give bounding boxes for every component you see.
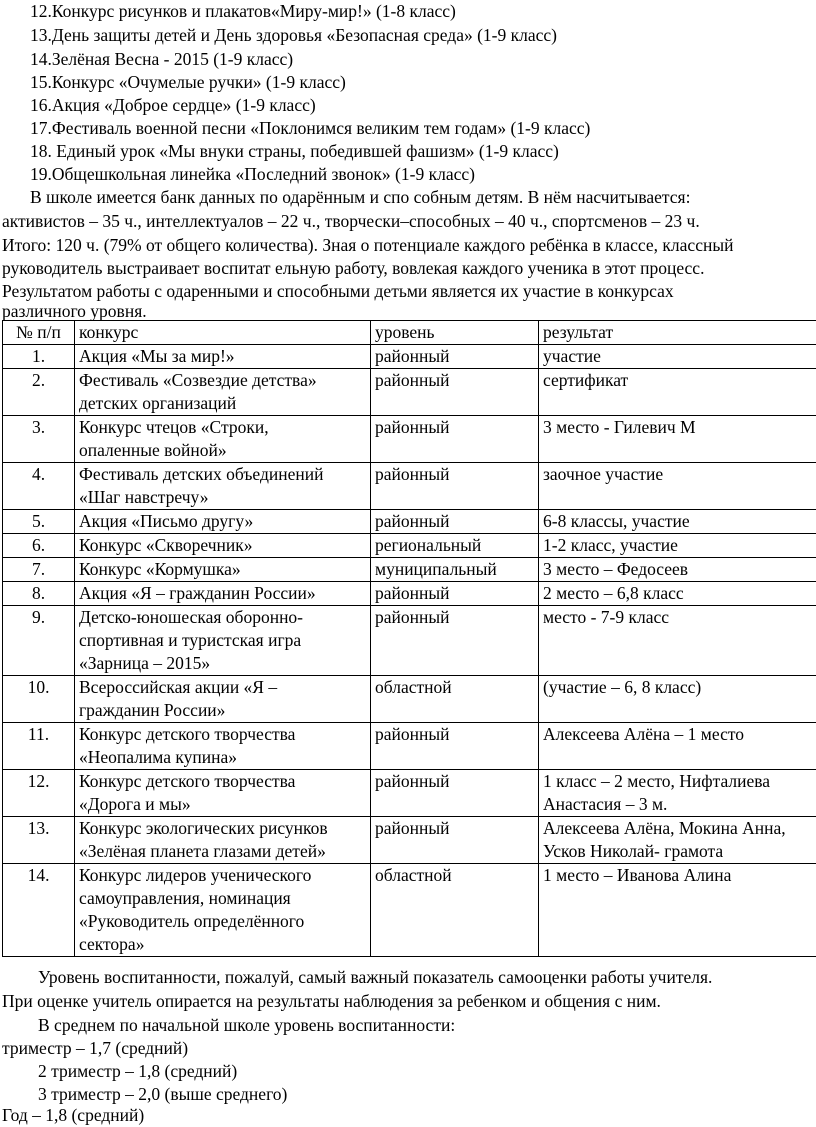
contest-line: Конкурс чтецов «Строки, xyxy=(79,417,269,437)
table-row xyxy=(3,416,816,463)
cell-num: 11. xyxy=(3,723,75,770)
event-item: 19.Общешкольная линейка «Последний звонок» (1-9 класс) xyxy=(30,164,475,184)
table-row xyxy=(3,463,816,510)
table-row xyxy=(3,864,816,957)
table-row xyxy=(3,676,816,723)
contest-line: Всероссийская акции «Я – xyxy=(79,677,278,697)
contest-line: Фестиваль детских объединений xyxy=(79,464,324,484)
table-row xyxy=(3,510,816,534)
cell-level: районный xyxy=(371,463,539,510)
cell-num: 6. xyxy=(3,534,75,558)
trimester-line: 3 триместр – 2,0 (выше среднего) xyxy=(38,1084,288,1104)
paragraph-line: активистов – 35 ч., интеллектуалов – 22 ч., творчески–способных – 40 ч., спортсменов – 23 ч. xyxy=(2,211,700,231)
cell-result xyxy=(539,534,816,558)
cell-level: районный xyxy=(371,416,539,463)
table-row xyxy=(3,345,816,369)
result-line: 1-2 класс, участие xyxy=(543,535,678,555)
cell-contest xyxy=(75,369,371,416)
result-line: 1 место – Иванова Алина xyxy=(543,865,732,885)
cell-num: 1. xyxy=(3,345,75,369)
header-num: № п/п xyxy=(3,321,75,345)
cell-result xyxy=(539,606,816,676)
contest-line: Акция «Я – гражданин России» xyxy=(79,583,316,603)
cell-num: 7. xyxy=(3,558,75,582)
paragraph-line: Уровень воспитанности, пожалуй, самый важный показатель самооценки работы учителя. xyxy=(38,967,713,987)
cell-result xyxy=(539,463,816,510)
contest-line: сектора» xyxy=(79,934,145,954)
paragraph-line: Итого: 120 ч. (79% от общего количества). Зная о потенциале каждого ребёнка в классе, классный xyxy=(2,235,734,255)
cell-level: районный xyxy=(371,770,539,817)
result-line: 1 класс – 2 место, Нифталиева xyxy=(543,771,771,791)
cell-contest xyxy=(75,416,371,463)
contest-line: Детско-юношеская оборонно- xyxy=(79,607,304,627)
cell-contest xyxy=(75,817,371,864)
cell-result xyxy=(539,676,816,723)
contests-table xyxy=(2,320,816,957)
paragraph-line: руководитель выстраивает воспитат ельную работу, вовлекая каждого ученика в этот процесс. xyxy=(2,258,705,278)
result-line: Алексеева Алёна – 1 место xyxy=(543,724,745,744)
contest-line: «Неопалима купина» xyxy=(79,747,238,767)
header-level: уровень xyxy=(371,321,539,345)
contest-line: «Зелёная планета глазами детей» xyxy=(79,841,326,861)
table-row xyxy=(3,606,816,676)
table-row xyxy=(3,770,816,817)
cell-contest xyxy=(75,676,371,723)
result-line: Алексеева Алёна, Мокина Анна, xyxy=(543,818,786,838)
contest-line: детских организаций xyxy=(79,393,237,413)
event-item: 16.Акция «Доброе сердце» (1-9 класс) xyxy=(30,95,316,115)
contest-line: «Дорога и мы» xyxy=(79,794,191,814)
contest-line: Конкурс «Скворечник» xyxy=(79,535,253,555)
cell-num: 8. xyxy=(3,582,75,606)
cell-contest xyxy=(75,770,371,817)
year-line: Год – 1,8 (средний) xyxy=(2,1105,145,1125)
cell-contest xyxy=(75,510,371,534)
trimester-line: 2 триместр – 1,8 (средний) xyxy=(38,1061,238,1081)
result-line: сертификат xyxy=(543,370,629,390)
cell-level: районный xyxy=(371,369,539,416)
contest-line: спортивная и туристская игра xyxy=(79,630,302,650)
cell-num: 2. xyxy=(3,369,75,416)
cell-level: районный xyxy=(371,345,539,369)
cell-level: муниципальный xyxy=(371,558,539,582)
cell-result xyxy=(539,558,816,582)
paragraph-line: В школе имеется банк данных по одарённым и спо собным детям. В нём насчитывается: xyxy=(30,187,691,207)
event-item: 14.Зелёная Весна - 2015 (1-9 класс) xyxy=(30,49,294,69)
contest-line: самоуправления, номинация xyxy=(79,888,291,908)
cell-contest xyxy=(75,864,371,957)
cell-contest xyxy=(75,534,371,558)
header-result: результат xyxy=(539,321,816,345)
cell-num: 5. xyxy=(3,510,75,534)
contest-line: Конкурс детского творчества xyxy=(79,771,296,791)
contest-line: Конкурс «Кормушка» xyxy=(79,559,241,579)
result-line: заочное участие xyxy=(543,464,664,484)
table-row xyxy=(3,582,816,606)
result-line: место - 7-9 класс xyxy=(543,607,670,627)
cell-contest xyxy=(75,582,371,606)
contest-line: гражданин России» xyxy=(79,700,226,720)
cell-contest xyxy=(75,345,371,369)
cell-level: региональный xyxy=(371,534,539,558)
cell-result xyxy=(539,864,816,957)
table-header-row xyxy=(3,321,816,345)
contest-line: Конкурс детского творчества xyxy=(79,724,296,744)
table-row xyxy=(3,558,816,582)
result-line: 6-8 классы, участие xyxy=(543,511,690,531)
cell-num: 9. xyxy=(3,606,75,676)
paragraph-line: При оценке учитель опирается на результаты наблюдения за ребенком и общения с ним. xyxy=(2,991,661,1011)
cell-level: областной xyxy=(371,676,539,723)
cell-level: районный xyxy=(371,817,539,864)
cell-result xyxy=(539,345,816,369)
cell-result xyxy=(539,582,816,606)
contest-line: Акция «Письмо другу» xyxy=(79,511,254,531)
cell-result xyxy=(539,416,816,463)
cell-num: 14. xyxy=(3,864,75,957)
cell-contest xyxy=(75,723,371,770)
contest-line: Конкурс лидеров ученического xyxy=(79,865,312,885)
contest-line: «Зарница – 2015» xyxy=(79,653,211,673)
contest-line: «Шаг навстречу» xyxy=(79,487,209,507)
cell-level: районный xyxy=(371,510,539,534)
contest-line: Акция «Мы за мир!» xyxy=(79,346,235,366)
header-contest: конкурс xyxy=(75,321,371,345)
cell-num: 13. xyxy=(3,817,75,864)
cell-level: районный xyxy=(371,582,539,606)
contest-line: Фестиваль «Созвездие детства» xyxy=(79,370,317,390)
event-item: 18. Единый урок «Мы внуки страны, победившей фашизм» (1-9 класс) xyxy=(30,141,559,161)
contest-line: Конкурс экологических рисунков xyxy=(79,818,328,838)
event-item: 17.Фестиваль военной песни «Поклонимся великим тем годам» (1-9 класс) xyxy=(30,118,591,138)
result-line: 3 место – Федосеев xyxy=(543,559,689,579)
result-line: Анастасия – 3 м. xyxy=(543,794,668,814)
result-line: 3 место - Гилевич М xyxy=(543,417,696,437)
table-row xyxy=(3,817,816,864)
result-line: участие xyxy=(543,346,601,366)
cell-num: 10. xyxy=(3,676,75,723)
event-item: 12.Конкурс рисунков и плакатов«Миру-мир!» (1-8 класс) xyxy=(30,1,456,21)
contest-line: «Руководитель определённого xyxy=(79,911,305,931)
paragraph-line: различного уровня. xyxy=(2,301,147,321)
cell-contest xyxy=(75,558,371,582)
paragraph-line: В среднем по начальной школе уровень воспитанности: xyxy=(38,1015,456,1035)
cell-result xyxy=(539,770,816,817)
event-item: 15.Конкурс «Очумелые ручки» (1-9 класс) xyxy=(30,72,346,92)
cell-level: областной xyxy=(371,864,539,957)
result-line: 2 место – 6,8 класс xyxy=(543,583,684,603)
trimester-line: триместр – 1,7 (средний) xyxy=(2,1038,189,1058)
paragraph-line: Результатом работы с одаренными и способными детьми является их участие в конкурсах xyxy=(2,281,674,301)
cell-num: 4. xyxy=(3,463,75,510)
cell-result xyxy=(539,723,816,770)
cell-result xyxy=(539,817,816,864)
table-row xyxy=(3,723,816,770)
contest-line: опаленные войной» xyxy=(79,440,227,460)
cell-level: районный xyxy=(371,723,539,770)
event-item: 13.День защиты детей и День здоровья «Безопасная среда» (1-9 класс) xyxy=(30,25,557,45)
table-row xyxy=(3,534,816,558)
cell-result xyxy=(539,369,816,416)
result-line: Усков Николай- грамота xyxy=(543,841,724,861)
result-line: (участие – 6, 8 класс) xyxy=(543,677,702,697)
cell-level: районный xyxy=(371,606,539,676)
cell-num: 12. xyxy=(3,770,75,817)
cell-result xyxy=(539,510,816,534)
cell-contest xyxy=(75,463,371,510)
cell-num: 3. xyxy=(3,416,75,463)
table-row xyxy=(3,369,816,416)
cell-contest xyxy=(75,606,371,676)
